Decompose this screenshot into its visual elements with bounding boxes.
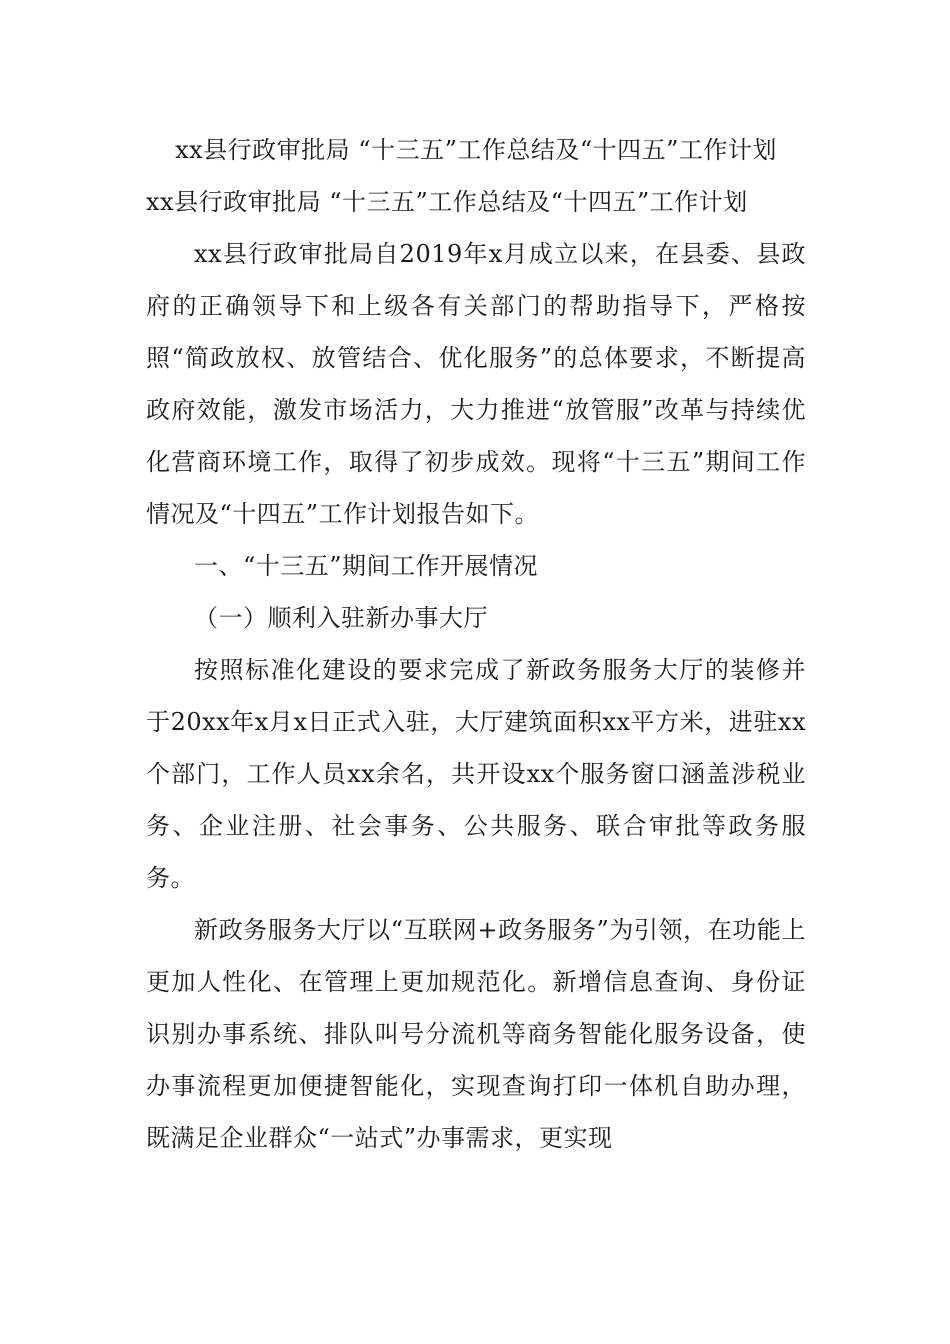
document-body xyxy=(146,124,806,1164)
subsection-heading-1: （一）顺利入驻新办事大厅 xyxy=(194,604,488,632)
intro-paragraph: xx县行政审批局自2019年x月成立以来，在县委、县政府的正确领导下和上级各有关部门的帮助指导下，严格按照“简政放权、放管结合、优化服务”的总体要求，不断提高政府效能，激发市场活力，大力推进“放管服”改革与持续优化营商环境工作，取得了初步成效。现将“十三五”期间工作情况及“十四五”工作计划报告如下。 xyxy=(146,240,806,528)
document-title: xx县行政审批局 “十三五”工作总结及“十四五”工作计划 xyxy=(175,136,777,164)
section-heading-1: 一、“十三五”期间工作开展情况 xyxy=(194,552,539,580)
body-paragraph-2: 新政务服务大厅以“互联网+政务服务”为引领，在功能上更加人性化、在管理上更加规范化。新增信息查询、身份证识别办事系统、排队叫号分流机等商务智能化服务设备，使办事流程更加便捷智能化，实现查询打印一体机自助办理，既满足企业群众“一站式”办事需求，更实现 xyxy=(146,916,806,1152)
document-subtitle: xx县行政审批局 “十三五”工作总结及“十四五”工作计划 xyxy=(146,188,748,216)
body-paragraph-1: 按照标准化建设的要求完成了新政务服务大厅的装修并于20xx年x月x日正式入驻，大厅建筑面积xx平方米，进驻xx个部门，工作人员xx余名，共开设xx个服务窗口涵盖涉税业务、企业注册、社会事务、公共服务、联合审批等政务服务。 xyxy=(146,656,806,892)
